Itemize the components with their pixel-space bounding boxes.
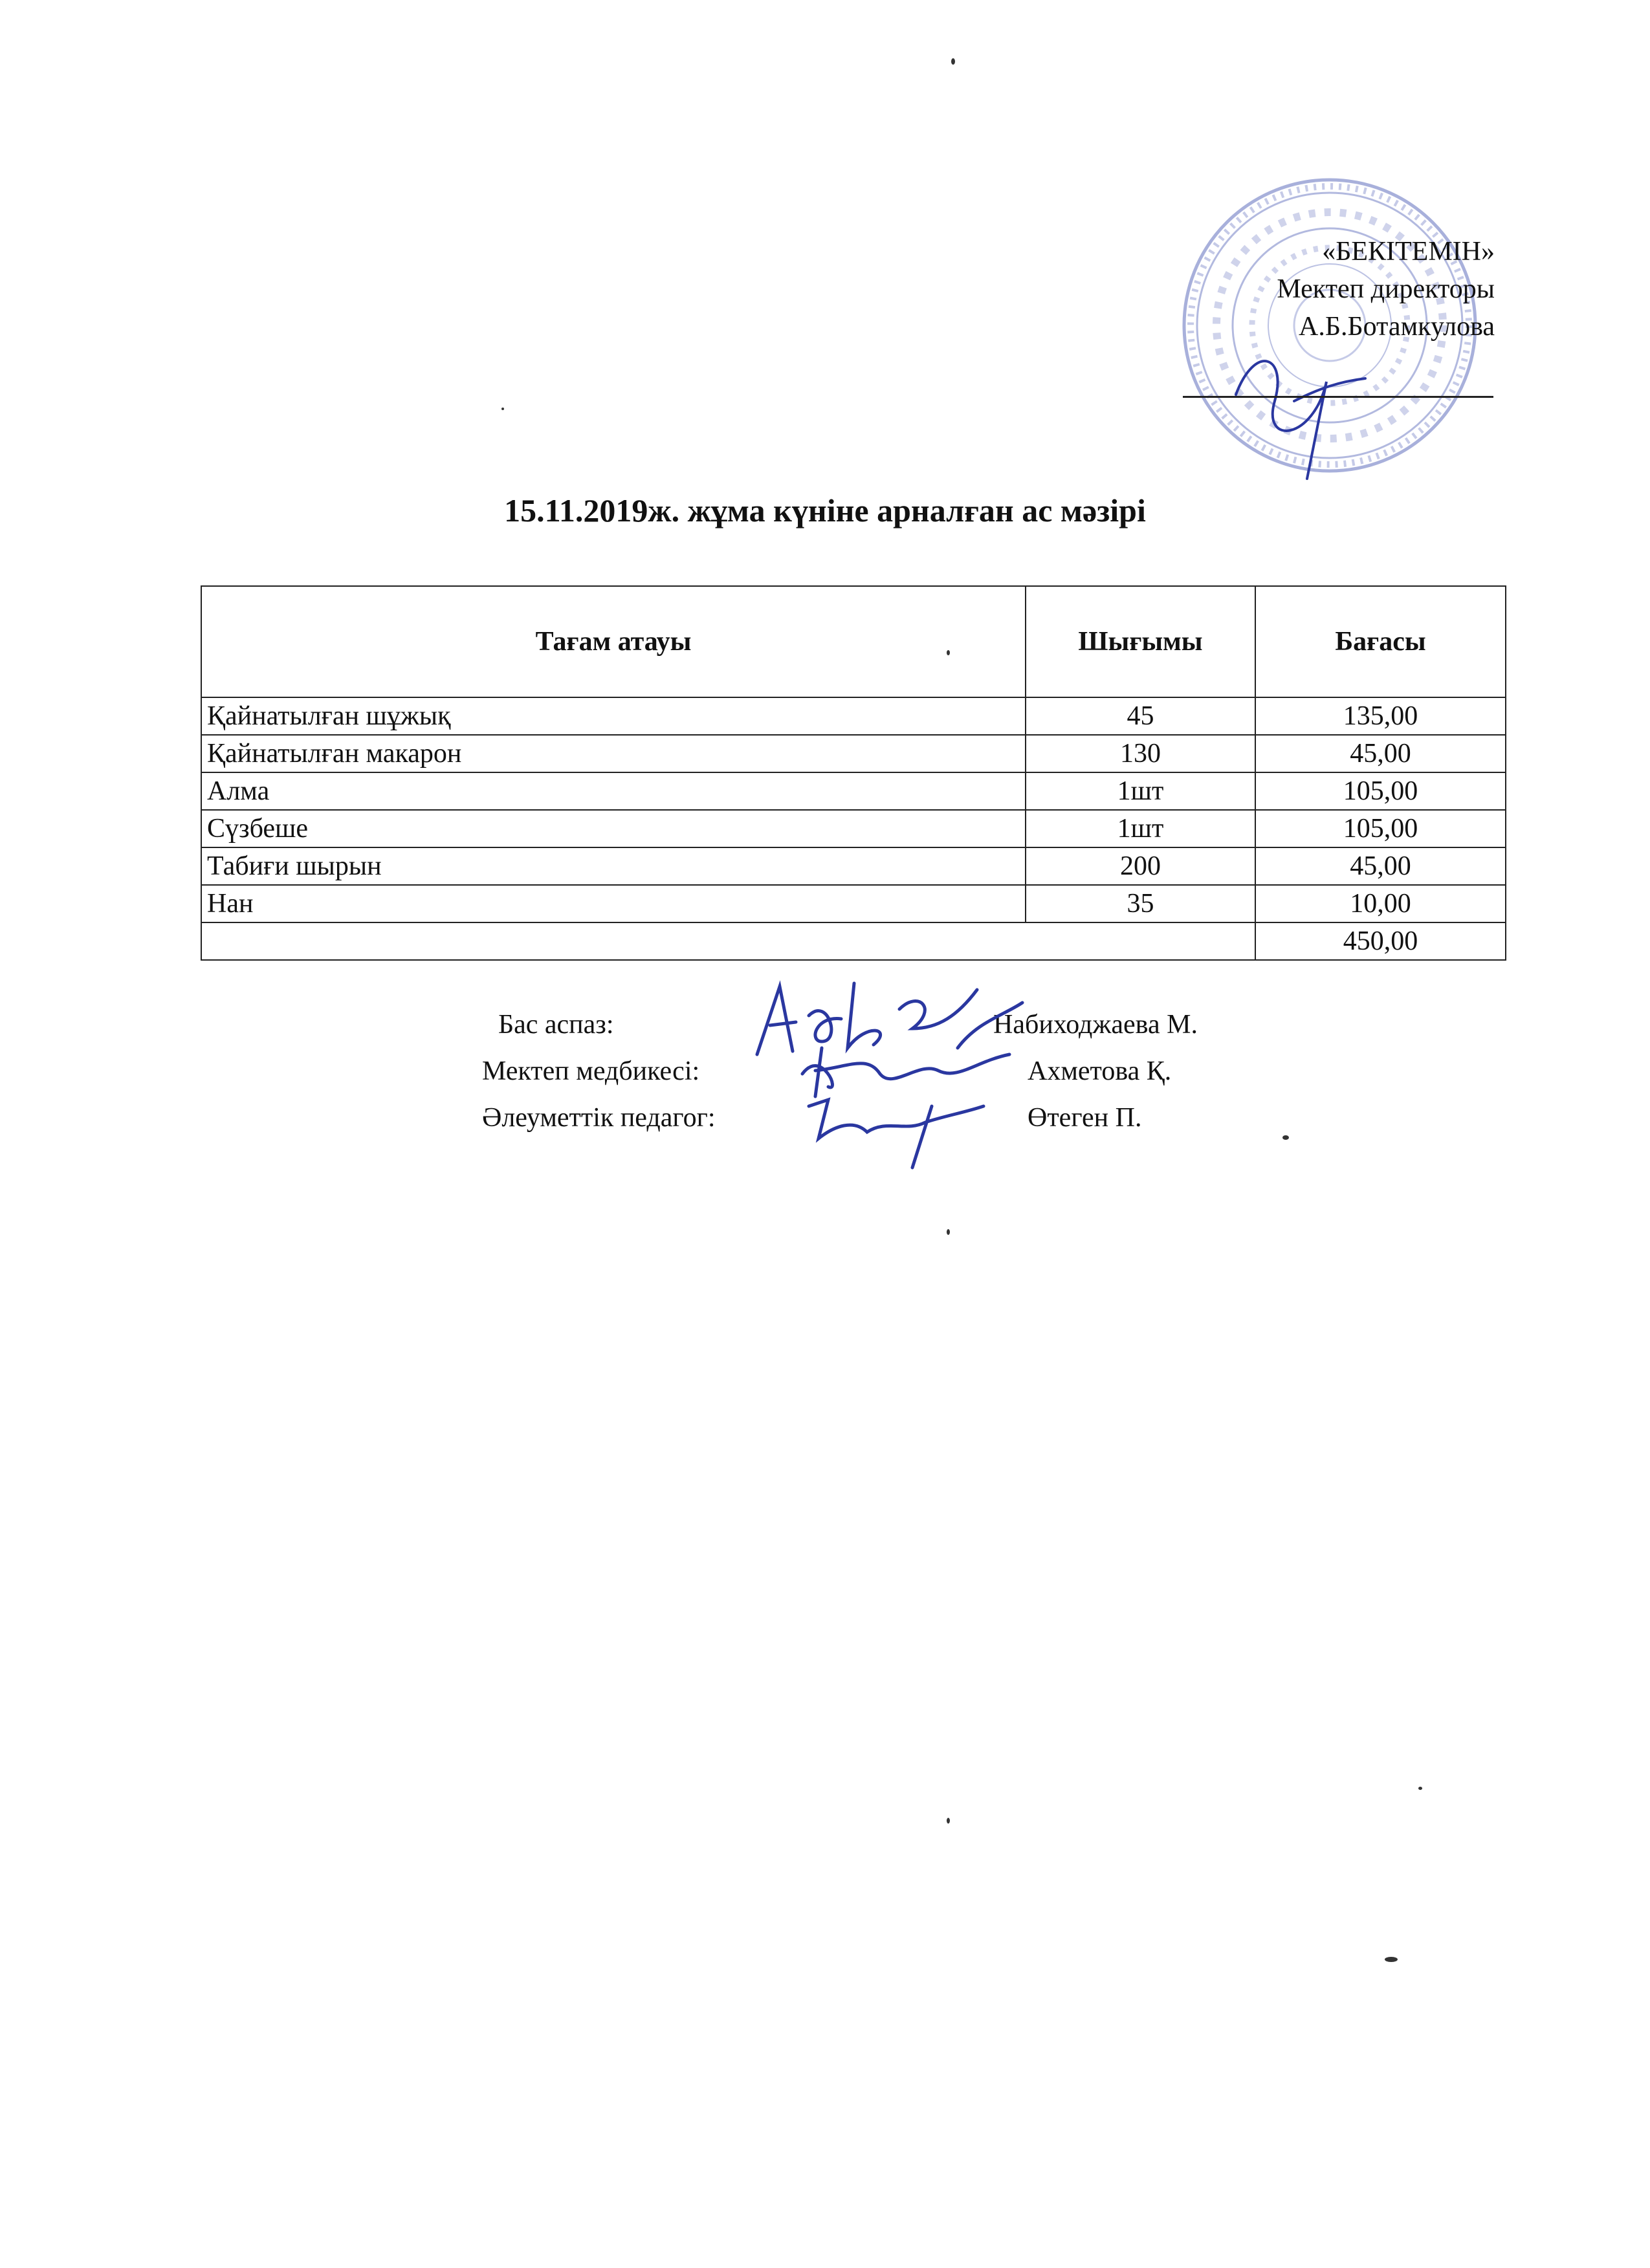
approval-block: [1277, 233, 1495, 345]
table-row: [201, 885, 1506, 922]
header-yield: Шығымы: [1026, 586, 1255, 697]
dish-price: 45,00: [1255, 847, 1506, 885]
dish-price: 135,00: [1255, 697, 1506, 735]
signature-name: Набиходжаева М.: [993, 1010, 1198, 1040]
dish-yield: 200: [1026, 847, 1255, 885]
dish-name: Қайнатылған макарон: [201, 735, 1026, 772]
scan-speck: [947, 1229, 950, 1235]
scan-speck: [951, 58, 955, 65]
dish-name: Қайнатылған шұжық: [201, 697, 1026, 735]
page-title: 15.11.2019ж. жұма күніне арналған ас мәзірі: [504, 492, 1146, 529]
dish-yield: 1шт: [1026, 772, 1255, 810]
approval-name: А.Б.Ботамкулова: [1299, 312, 1495, 342]
table-header-row: [201, 586, 1506, 697]
dish-price: 10,00: [1255, 885, 1506, 922]
dish-name: Сүзбеше: [201, 810, 1026, 847]
approval-header: «БЕКІТЕМІН»: [1322, 237, 1495, 267]
approval-position: Мектеп директоры: [1277, 274, 1495, 304]
scan-speck: [947, 1818, 950, 1824]
total-blank-cell: [201, 922, 1255, 960]
dish-price: 105,00: [1255, 772, 1506, 810]
scan-speck: [1418, 1787, 1422, 1790]
scan-speck: [947, 650, 950, 655]
table-row: [201, 772, 1506, 810]
table-row: [201, 735, 1506, 772]
signature-name: Өтеген П.: [1028, 1103, 1142, 1133]
scan-speck: [501, 408, 504, 410]
scan-speck: [1282, 1135, 1289, 1140]
header-price: Бағасы: [1255, 586, 1506, 697]
dish-name: Табиғи шырын: [201, 847, 1026, 885]
signature-name: Ахметова Қ.: [1028, 1056, 1172, 1086]
table-total-row: [201, 922, 1506, 960]
dish-name: Алма: [201, 772, 1026, 810]
signature-role: Әлеуметтік педагог:: [482, 1103, 716, 1133]
dish-yield: 130: [1026, 735, 1255, 772]
dish-name: Нан: [201, 885, 1026, 922]
table-row: [201, 847, 1506, 885]
dish-price: 105,00: [1255, 810, 1506, 847]
dish-yield: 1шт: [1026, 810, 1255, 847]
scan-speck: [1385, 1957, 1398, 1962]
signature-role: Бас аспаз:: [498, 1010, 614, 1040]
dish-yield: 45: [1026, 697, 1255, 735]
table-row: [201, 697, 1506, 735]
dish-yield: 35: [1026, 885, 1255, 922]
social-pedagogue-signature: [802, 1087, 996, 1171]
menu-table: [201, 585, 1506, 961]
table-row: [201, 810, 1506, 847]
dish-price: 45,00: [1255, 735, 1506, 772]
signature-role: Мектеп медбикесі:: [482, 1056, 700, 1086]
total-price: 450,00: [1255, 922, 1506, 960]
approval-signature-line: [1183, 396, 1493, 398]
header-dish-name: Тағам атауы: [201, 586, 1026, 697]
